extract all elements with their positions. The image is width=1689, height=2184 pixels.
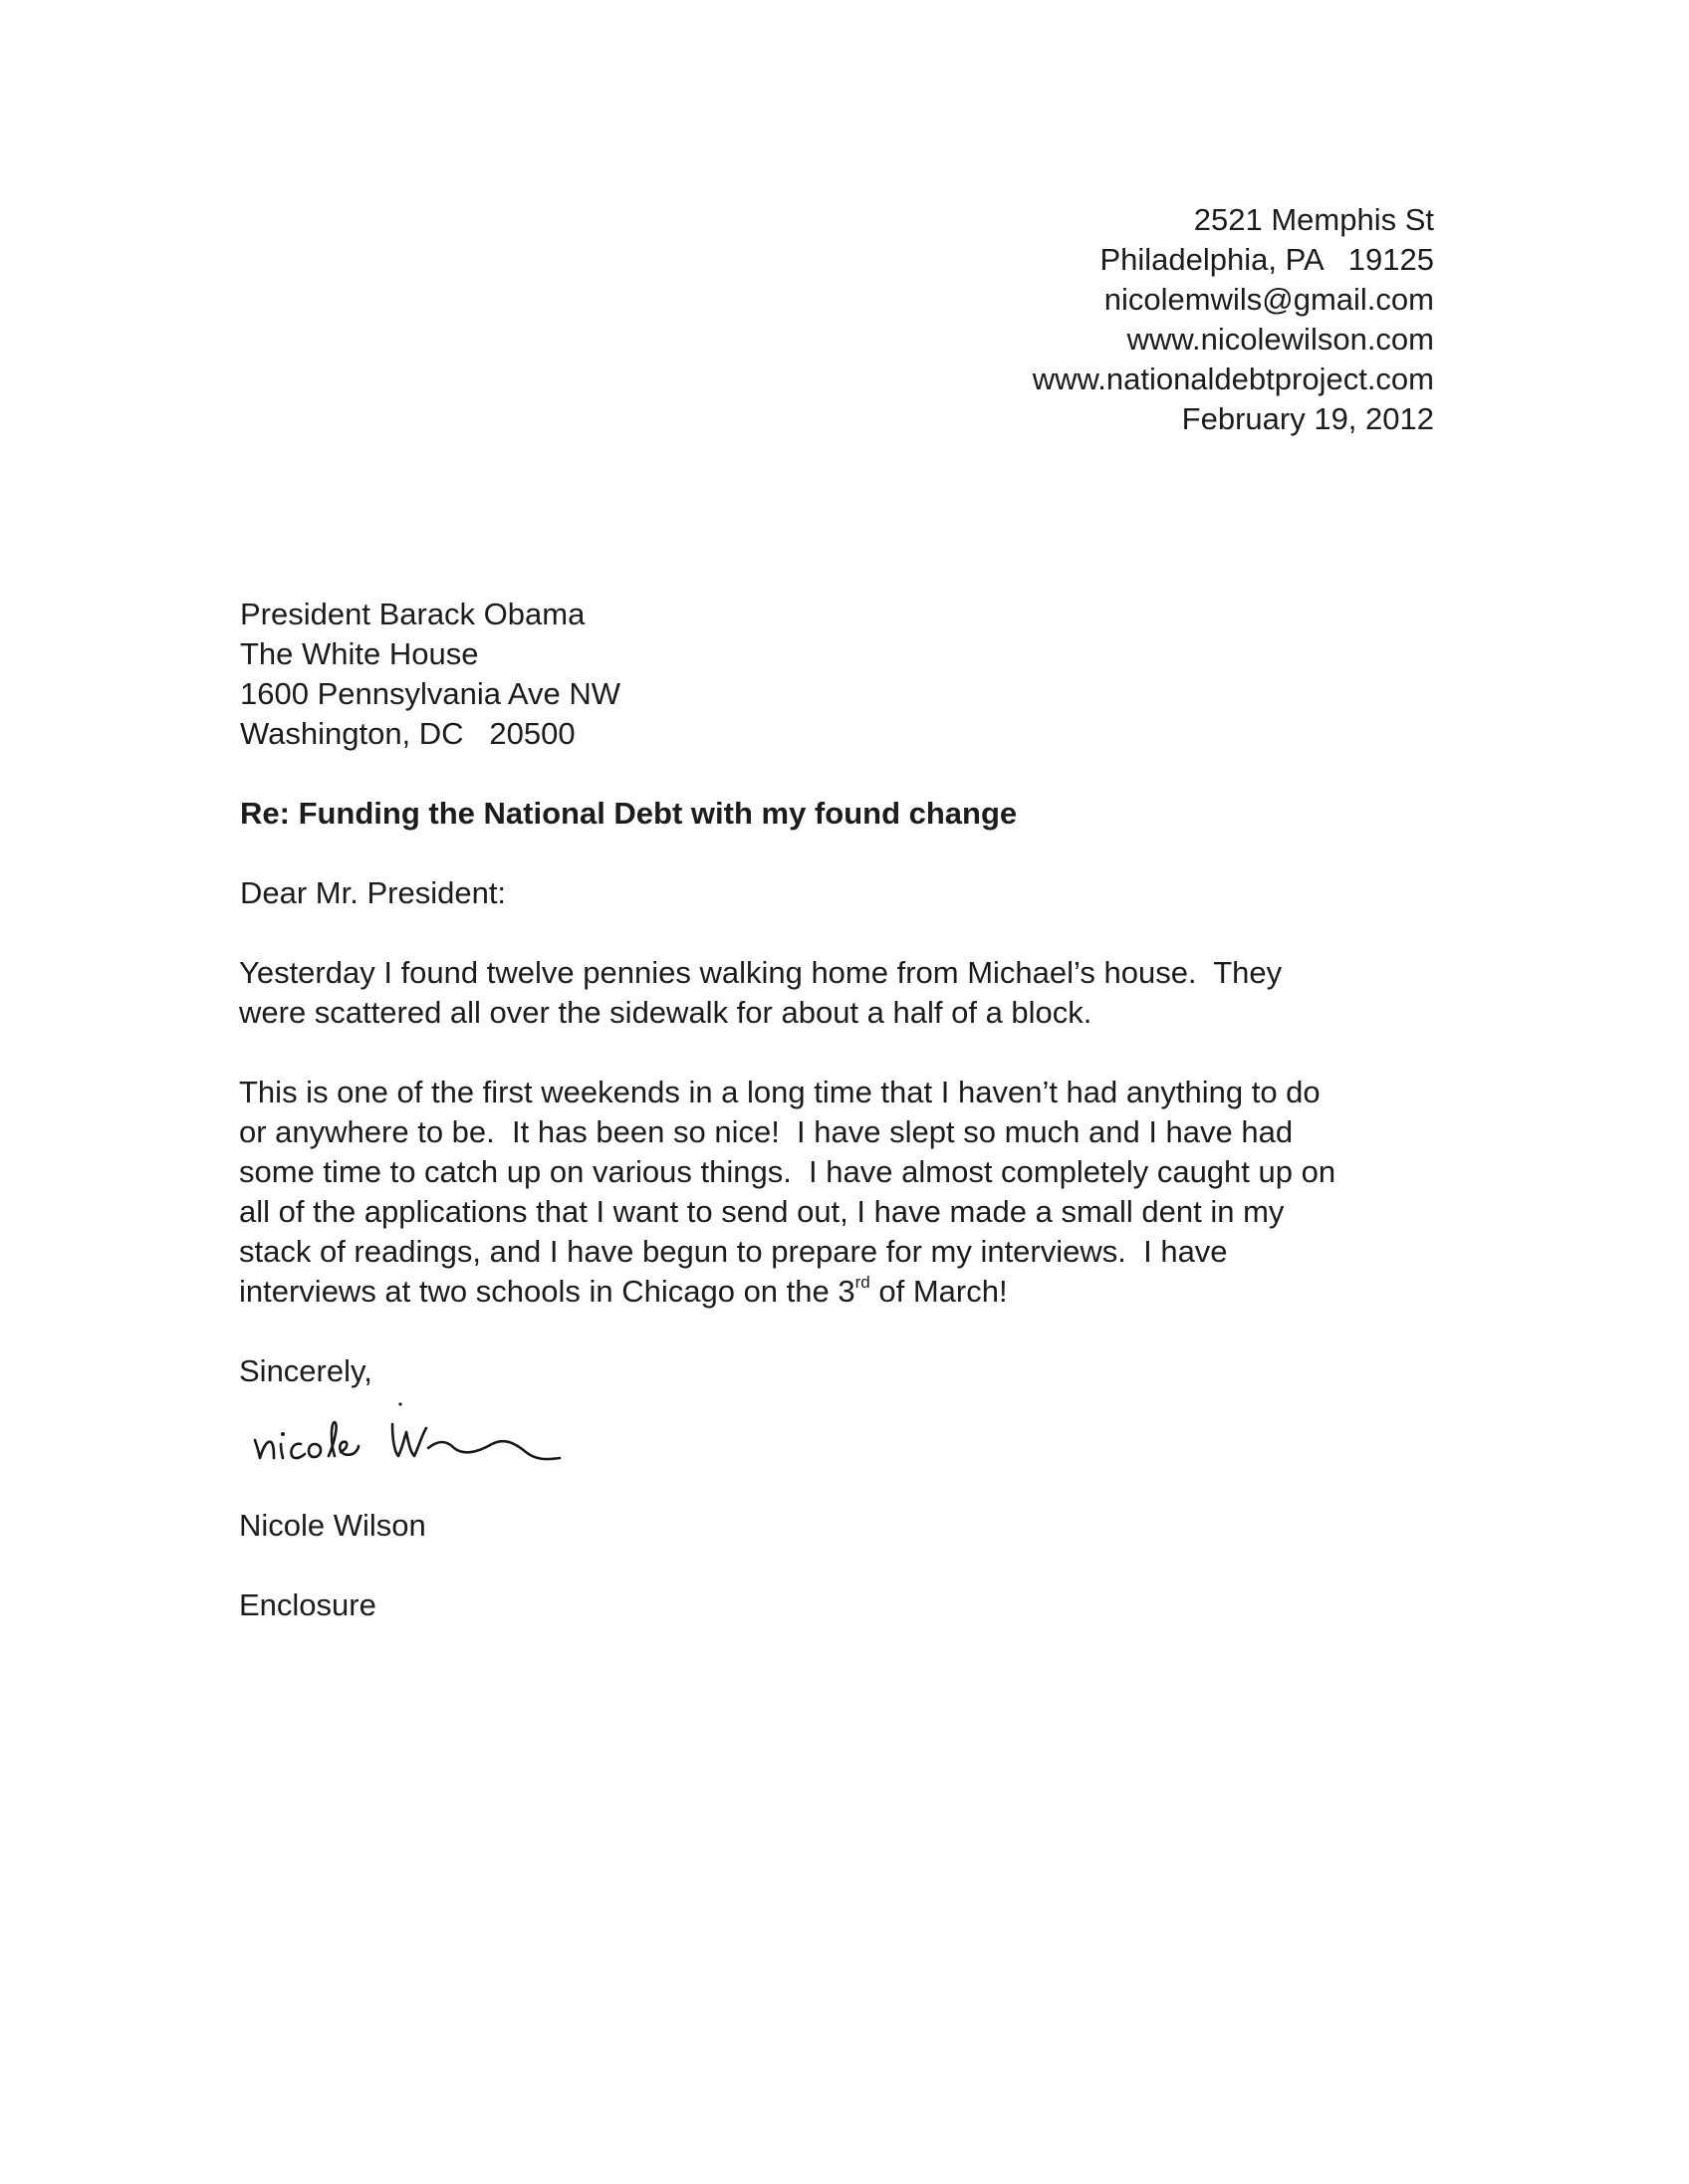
body-line: stack of readings, and I have begun to prepare for my interviews. I have xyxy=(239,1234,1228,1269)
letter-date: February 19, 2012 xyxy=(1181,401,1434,436)
sender-website-personal: www.nicolewilson.com xyxy=(1126,322,1434,357)
ordinal-suffix: rd xyxy=(854,1273,870,1292)
return-address xyxy=(1033,200,1434,439)
body-line: This is one of the first weekends in a long time that I haven’t had anything to do xyxy=(239,1075,1321,1109)
salutation: Dear Mr. President: xyxy=(240,875,507,910)
subject-line: Re: Funding the National Debt with my found change xyxy=(240,796,1018,831)
recipient-name: President Barack Obama xyxy=(240,597,586,631)
body-paragraph-2 xyxy=(239,1073,1434,1312)
body-line: all of the applications that I want to send out, I have made a small dent in my xyxy=(239,1194,1285,1229)
body-line: some time to catch up on various things. I have almost completely caught up on xyxy=(239,1154,1336,1189)
sender-street: 2521 Memphis St xyxy=(1193,202,1434,237)
body-text: of March! xyxy=(869,1274,1008,1309)
body-line-last xyxy=(239,1272,1434,1312)
body-paragraph-1 xyxy=(239,953,1434,1033)
handwritten-signature xyxy=(243,1382,701,1492)
recipient-street: 1600 Pennsylvania Ave NW xyxy=(240,676,620,711)
inside-address xyxy=(240,595,620,754)
sender-website-project: www.nationaldebtproject.com xyxy=(1032,362,1434,396)
recipient-organization: The White House xyxy=(240,636,479,671)
sender-city-state-zip: Philadelphia, PA 19125 xyxy=(1099,242,1434,277)
body-line: Yesterday I found twelve pennies walking home from Michael’s house. They xyxy=(239,955,1283,990)
body-text: interviews at two schools in Chicago on the 3 xyxy=(239,1274,855,1309)
complimentary-close: Sincerely, xyxy=(239,1353,372,1388)
signer-name: Nicole Wilson xyxy=(239,1508,426,1543)
recipient-city-state-zip: Washington, DC 20500 xyxy=(240,716,576,751)
body-line: were scattered all over the sidewalk for about a half of a block. xyxy=(239,995,1092,1030)
enclosure-notation: Enclosure xyxy=(239,1587,376,1622)
sender-email: nicolemwils@gmail.com xyxy=(1103,282,1434,317)
body-line: or anywhere to be. It has been so nice! I have slept so much and I have had xyxy=(239,1114,1294,1149)
